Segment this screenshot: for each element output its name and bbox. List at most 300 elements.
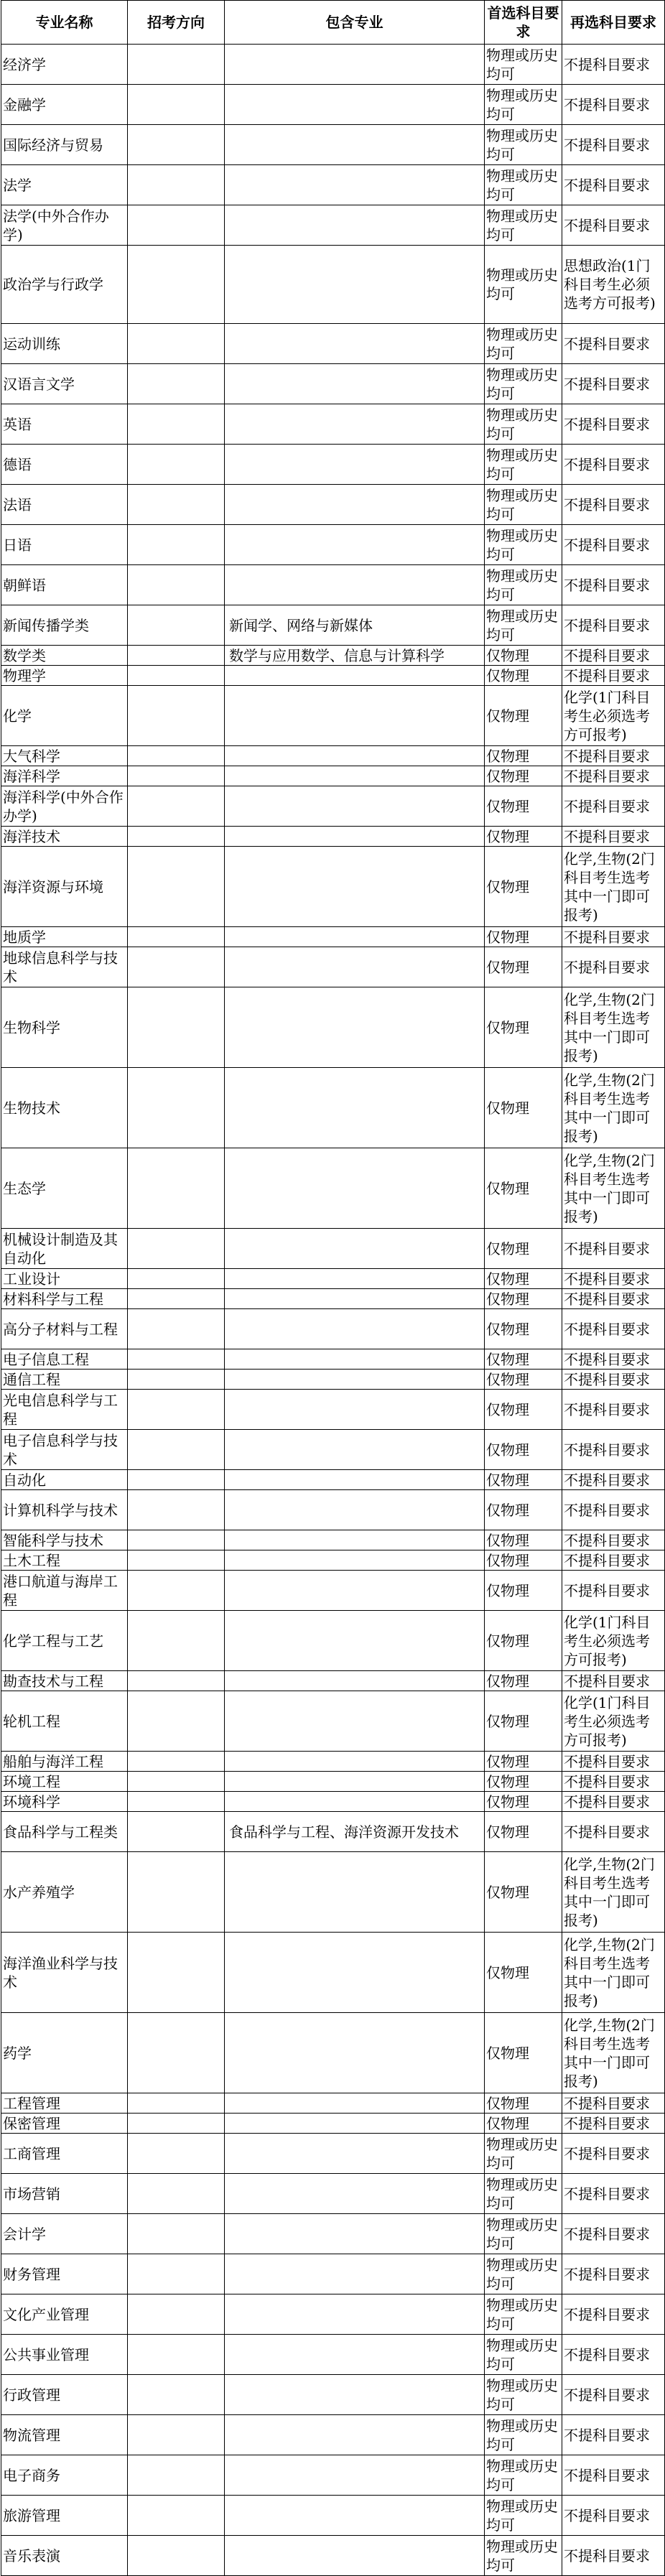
table-row — [1, 2335, 665, 2375]
table-row — [1, 404, 665, 445]
cell-major-name: 生态学 — [1, 1148, 128, 1229]
cell-included-majors — [225, 766, 485, 786]
cell-second-subject: 不提科目要求 — [562, 927, 665, 947]
cell-major-name: 材料科学与工程 — [1, 1289, 128, 1309]
cell-second-subject: 不提科目要求 — [562, 2174, 665, 2214]
table-row — [1, 2254, 665, 2294]
cell-first-subject: 物理或历史均可 — [485, 85, 562, 125]
cell-second-subject: 化学,生物(2门科目考生选考其中一门即可报考) — [562, 2013, 665, 2093]
table-row — [1, 1229, 665, 1269]
cell-direction — [128, 2496, 225, 2536]
cell-direction — [128, 1148, 225, 1229]
table-row — [1, 1752, 665, 1772]
cell-major-name: 物流管理 — [1, 2415, 128, 2455]
cell-major-name: 法学(中外合作办学) — [1, 205, 128, 246]
header-direction: 招考方向 — [128, 1, 225, 45]
cell-direction — [128, 1229, 225, 1269]
cell-major-name: 生物科学 — [1, 987, 128, 1068]
cell-direction — [128, 2254, 225, 2294]
cell-direction — [128, 1349, 225, 1370]
cell-included-majors — [225, 1490, 485, 1530]
table-row — [1, 827, 665, 847]
cell-second-subject: 不提科目要求 — [562, 1309, 665, 1349]
cell-second-subject: 不提科目要求 — [562, 2214, 665, 2254]
table-row — [1, 2455, 665, 2496]
cell-included-majors — [225, 1611, 485, 1671]
cell-first-subject: 仅物理 — [485, 1611, 562, 1671]
cell-included-majors — [225, 2294, 485, 2335]
cell-second-subject: 不提科目要求 — [562, 1490, 665, 1530]
cell-first-subject: 物理或历史均可 — [485, 565, 562, 605]
cell-second-subject: 化学,生物(2门科目考生选考其中一门即可报考) — [562, 1148, 665, 1229]
cell-major-name: 法语 — [1, 485, 128, 525]
cell-second-subject: 不提科目要求 — [562, 2536, 665, 2576]
cell-included-majors — [225, 1068, 485, 1148]
table-row — [1, 2214, 665, 2254]
cell-first-subject: 仅物理 — [485, 1691, 562, 1752]
cell-major-name: 工程管理 — [1, 2093, 128, 2114]
cell-first-subject: 物理或历史均可 — [485, 2254, 562, 2294]
cell-included-majors: 新闻学、网络与新媒体 — [225, 605, 485, 646]
cell-major-name: 运动训练 — [1, 324, 128, 364]
cell-first-subject: 仅物理 — [485, 1309, 562, 1349]
cell-included-majors — [225, 1772, 485, 1792]
cell-included-majors — [225, 1852, 485, 1933]
cell-first-subject: 仅物理 — [485, 1490, 562, 1530]
table-row — [1, 2375, 665, 2415]
table-row — [1, 1571, 665, 1611]
cell-first-subject: 仅物理 — [485, 1068, 562, 1148]
cell-first-subject: 仅物理 — [485, 1470, 562, 1490]
cell-direction — [128, 666, 225, 686]
cell-direction — [128, 485, 225, 525]
cell-second-subject: 化学,生物(2门科目考生选考其中一门即可报考) — [562, 1933, 665, 2013]
cell-direction — [128, 746, 225, 766]
cell-included-majors — [225, 1691, 485, 1752]
table-row — [1, 686, 665, 746]
table-row — [1, 1289, 665, 1309]
cell-major-name: 日语 — [1, 525, 128, 565]
cell-second-subject: 不提科目要求 — [562, 2134, 665, 2174]
cell-included-majors — [225, 666, 485, 686]
cell-included-majors — [225, 1470, 485, 1490]
cell-first-subject: 仅物理 — [485, 1370, 562, 1390]
cell-major-name: 高分子材料与工程 — [1, 1309, 128, 1349]
table-row — [1, 125, 665, 165]
cell-direction — [128, 927, 225, 947]
table-row — [1, 1933, 665, 2013]
cell-direction — [128, 987, 225, 1068]
cell-first-subject: 仅物理 — [485, 2013, 562, 2093]
cell-included-majors — [225, 485, 485, 525]
cell-major-name: 数学类 — [1, 646, 128, 666]
cell-direction — [128, 246, 225, 324]
cell-major-name: 电子信息科学与技术 — [1, 1430, 128, 1470]
table-row — [1, 565, 665, 605]
cell-first-subject: 物理或历史均可 — [485, 125, 562, 165]
cell-first-subject: 物理或历史均可 — [485, 2496, 562, 2536]
cell-major-name: 勘查技术与工程 — [1, 1671, 128, 1691]
cell-first-subject: 物理或历史均可 — [485, 205, 562, 246]
table-row — [1, 2496, 665, 2536]
table-row — [1, 1792, 665, 1812]
table-row — [1, 364, 665, 404]
header-row — [1, 1, 665, 45]
cell-first-subject: 仅物理 — [485, 786, 562, 827]
cell-included-majors — [225, 1289, 485, 1309]
cell-first-subject: 仅物理 — [485, 1852, 562, 1933]
cell-included-majors: 数学与应用数学、信息与计算科学 — [225, 646, 485, 666]
cell-included-majors — [225, 2496, 485, 2536]
cell-major-name: 公共事业管理 — [1, 2335, 128, 2375]
cell-first-subject: 仅物理 — [485, 1289, 562, 1309]
cell-direction — [128, 1933, 225, 2013]
cell-first-subject: 物理或历史均可 — [485, 2415, 562, 2455]
cell-first-subject: 仅物理 — [485, 1792, 562, 1812]
cell-direction — [128, 1289, 225, 1309]
cell-direction — [128, 1852, 225, 1933]
cell-second-subject: 不提科目要求 — [562, 165, 665, 205]
cell-included-majors — [225, 1530, 485, 1550]
cell-major-name: 工业设计 — [1, 1269, 128, 1289]
cell-direction — [128, 1691, 225, 1752]
cell-direction — [128, 85, 225, 125]
cell-included-majors — [225, 2013, 485, 2093]
cell-included-majors — [225, 1349, 485, 1370]
cell-second-subject: 不提科目要求 — [562, 45, 665, 85]
cell-included-majors — [225, 2415, 485, 2455]
cell-second-subject: 不提科目要求 — [562, 2093, 665, 2114]
cell-included-majors — [225, 525, 485, 565]
cell-included-majors — [225, 165, 485, 205]
cell-included-majors — [225, 2536, 485, 2576]
cell-included-majors — [225, 1752, 485, 1772]
cell-first-subject: 仅物理 — [485, 1430, 562, 1470]
table-row — [1, 1430, 665, 1470]
table-row — [1, 445, 665, 485]
cell-second-subject: 不提科目要求 — [562, 1289, 665, 1309]
cell-included-majors — [225, 746, 485, 766]
cell-direction — [128, 2335, 225, 2375]
cell-first-subject: 仅物理 — [485, 766, 562, 786]
cell-major-name: 海洋科学(中外合作办学) — [1, 786, 128, 827]
cell-first-subject: 物理或历史均可 — [485, 364, 562, 404]
cell-direction — [128, 125, 225, 165]
cell-second-subject: 不提科目要求 — [562, 2455, 665, 2496]
cell-direction — [128, 1812, 225, 1852]
cell-first-subject: 仅物理 — [485, 1390, 562, 1430]
cell-included-majors — [225, 1430, 485, 1470]
cell-major-name: 电子商务 — [1, 2455, 128, 2496]
cell-first-subject: 仅物理 — [485, 947, 562, 987]
cell-included-majors — [225, 2174, 485, 2214]
cell-first-subject: 仅物理 — [485, 1349, 562, 1370]
cell-included-majors — [225, 2134, 485, 2174]
cell-second-subject: 不提科目要求 — [562, 205, 665, 246]
cell-major-name: 德语 — [1, 445, 128, 485]
table-row — [1, 45, 665, 85]
cell-major-name: 轮机工程 — [1, 1691, 128, 1752]
cell-major-name: 环境工程 — [1, 1772, 128, 1792]
cell-second-subject: 不提科目要求 — [562, 2335, 665, 2375]
table-row — [1, 2114, 665, 2134]
table-row — [1, 766, 665, 786]
cell-second-subject: 不提科目要求 — [562, 1752, 665, 1772]
cell-major-name: 自动化 — [1, 1470, 128, 1490]
cell-major-name: 国际经济与贸易 — [1, 125, 128, 165]
cell-major-name: 朝鲜语 — [1, 565, 128, 605]
cell-first-subject: 仅物理 — [485, 1671, 562, 1691]
cell-major-name: 药学 — [1, 2013, 128, 2093]
cell-direction — [128, 165, 225, 205]
table-row — [1, 205, 665, 246]
cell-second-subject: 不提科目要求 — [562, 324, 665, 364]
cell-direction — [128, 2093, 225, 2114]
cell-direction — [128, 847, 225, 927]
cell-major-name: 机械设计制造及其自动化 — [1, 1229, 128, 1269]
cell-major-name: 财务管理 — [1, 2254, 128, 2294]
table-row — [1, 987, 665, 1068]
cell-included-majors — [225, 2254, 485, 2294]
cell-second-subject: 不提科目要求 — [562, 2294, 665, 2335]
cell-major-name: 旅游管理 — [1, 2496, 128, 2536]
table-row — [1, 947, 665, 987]
cell-direction — [128, 2114, 225, 2134]
cell-first-subject: 仅物理 — [485, 1269, 562, 1289]
cell-second-subject: 不提科目要求 — [562, 666, 665, 686]
table-row — [1, 646, 665, 666]
cell-direction — [128, 766, 225, 786]
table-row — [1, 525, 665, 565]
header-second-subject: 再选科目要求 — [562, 1, 665, 45]
cell-second-subject: 化学(1门科目考生必须选考方可报考) — [562, 686, 665, 746]
table-row — [1, 85, 665, 125]
cell-major-name: 汉语言文学 — [1, 364, 128, 404]
table-row — [1, 1490, 665, 1530]
cell-major-name: 音乐表演 — [1, 2536, 128, 2576]
cell-direction — [128, 1490, 225, 1530]
cell-second-subject: 不提科目要求 — [562, 786, 665, 827]
table-row — [1, 847, 665, 927]
table-row — [1, 1370, 665, 1390]
cell-included-majors — [225, 1309, 485, 1349]
cell-first-subject: 仅物理 — [485, 1229, 562, 1269]
cell-included-majors — [225, 987, 485, 1068]
table-row — [1, 1530, 665, 1550]
subject-requirements-table — [1, 0, 665, 2576]
cell-direction — [128, 565, 225, 605]
cell-direction — [128, 404, 225, 445]
cell-second-subject: 不提科目要求 — [562, 1792, 665, 1812]
table-row — [1, 1470, 665, 1490]
cell-major-name: 水产养殖学 — [1, 1852, 128, 1933]
cell-direction — [128, 786, 225, 827]
cell-major-name: 通信工程 — [1, 1370, 128, 1390]
cell-second-subject: 不提科目要求 — [562, 1370, 665, 1390]
cell-direction — [128, 1390, 225, 1430]
cell-second-subject: 思想政治(1门科目考生必须选考方可报考) — [562, 246, 665, 324]
cell-major-name: 海洋科学 — [1, 766, 128, 786]
cell-included-majors — [225, 1390, 485, 1430]
cell-second-subject: 不提科目要求 — [562, 525, 665, 565]
cell-second-subject: 不提科目要求 — [562, 2415, 665, 2455]
cell-included-majors — [225, 947, 485, 987]
cell-second-subject: 不提科目要求 — [562, 1349, 665, 1370]
cell-first-subject: 仅物理 — [485, 987, 562, 1068]
cell-first-subject: 仅物理 — [485, 1812, 562, 1852]
cell-included-majors — [225, 1571, 485, 1611]
cell-direction — [128, 364, 225, 404]
cell-second-subject: 不提科目要求 — [562, 1269, 665, 1289]
cell-first-subject: 仅物理 — [485, 646, 562, 666]
cell-first-subject: 物理或历史均可 — [485, 605, 562, 646]
cell-first-subject: 物理或历史均可 — [485, 324, 562, 364]
cell-second-subject: 不提科目要求 — [562, 485, 665, 525]
cell-major-name: 海洋资源与环境 — [1, 847, 128, 927]
cell-direction — [128, 1430, 225, 1470]
cell-major-name: 化学 — [1, 686, 128, 746]
table-row — [1, 1349, 665, 1370]
cell-first-subject: 物理或历史均可 — [485, 2455, 562, 2496]
cell-second-subject: 不提科目要求 — [562, 746, 665, 766]
cell-second-subject: 不提科目要求 — [562, 1772, 665, 1792]
table-row — [1, 1611, 665, 1671]
table-row — [1, 165, 665, 205]
cell-second-subject: 不提科目要求 — [562, 1470, 665, 1490]
cell-included-majors — [225, 85, 485, 125]
cell-second-subject: 不提科目要求 — [562, 2375, 665, 2415]
cell-second-subject: 不提科目要求 — [562, 445, 665, 485]
cell-first-subject: 物理或历史均可 — [485, 246, 562, 324]
cell-first-subject: 仅物理 — [485, 1772, 562, 1792]
cell-included-majors — [225, 2114, 485, 2134]
table-row — [1, 1671, 665, 1691]
cell-second-subject: 化学,生物(2门科目考生选考其中一门即可报考) — [562, 847, 665, 927]
cell-second-subject: 不提科目要求 — [562, 1671, 665, 1691]
cell-second-subject: 不提科目要求 — [562, 1430, 665, 1470]
cell-second-subject: 不提科目要求 — [562, 827, 665, 847]
cell-included-majors — [225, 2375, 485, 2415]
cell-major-name: 地质学 — [1, 927, 128, 947]
table-row — [1, 746, 665, 766]
cell-major-name: 电子信息工程 — [1, 1349, 128, 1370]
cell-direction — [128, 1530, 225, 1550]
cell-included-majors — [225, 1229, 485, 1269]
cell-direction — [128, 525, 225, 565]
cell-second-subject: 不提科目要求 — [562, 125, 665, 165]
cell-direction — [128, 2536, 225, 2576]
cell-major-name: 环境科学 — [1, 1792, 128, 1812]
cell-major-name: 海洋渔业科学与技术 — [1, 1933, 128, 2013]
header-included-majors: 包含专业 — [225, 1, 485, 45]
cell-major-name: 地球信息科学与技术 — [1, 947, 128, 987]
cell-first-subject: 物理或历史均可 — [485, 45, 562, 85]
cell-first-subject: 仅物理 — [485, 1933, 562, 2013]
cell-first-subject: 仅物理 — [485, 686, 562, 746]
cell-included-majors — [225, 125, 485, 165]
cell-first-subject: 物理或历史均可 — [485, 2375, 562, 2415]
cell-second-subject: 不提科目要求 — [562, 2496, 665, 2536]
table-row — [1, 1812, 665, 1852]
table-row — [1, 1148, 665, 1229]
cell-direction — [128, 2455, 225, 2496]
cell-major-name: 市场营销 — [1, 2174, 128, 2214]
cell-included-majors — [225, 927, 485, 947]
cell-direction — [128, 2174, 225, 2214]
cell-included-majors — [225, 1792, 485, 1812]
cell-second-subject: 不提科目要求 — [562, 2114, 665, 2134]
cell-included-majors: 食品科学与工程、海洋资源开发技术 — [225, 1812, 485, 1852]
cell-included-majors — [225, 2335, 485, 2375]
cell-major-name: 土木工程 — [1, 1550, 128, 1571]
cell-included-majors — [225, 364, 485, 404]
cell-major-name: 法学 — [1, 165, 128, 205]
header-major-name: 专业名称 — [1, 1, 128, 45]
cell-second-subject: 化学,生物(2门科目考生选考其中一门即可报考) — [562, 987, 665, 1068]
cell-first-subject: 仅物理 — [485, 2093, 562, 2114]
table-row — [1, 2415, 665, 2455]
cell-major-name: 计算机科学与技术 — [1, 1490, 128, 1530]
cell-second-subject: 化学(1门科目考生必须选考方可报考) — [562, 1691, 665, 1752]
table-row — [1, 1852, 665, 1933]
cell-direction — [128, 1550, 225, 1571]
cell-included-majors — [225, 2214, 485, 2254]
cell-major-name: 文化产业管理 — [1, 2294, 128, 2335]
cell-direction — [128, 324, 225, 364]
cell-major-name: 智能科学与技术 — [1, 1530, 128, 1550]
cell-second-subject: 不提科目要求 — [562, 766, 665, 786]
cell-direction — [128, 947, 225, 987]
cell-major-name: 光电信息科学与工程 — [1, 1390, 128, 1430]
cell-included-majors — [225, 1550, 485, 1571]
cell-included-majors — [225, 686, 485, 746]
cell-first-subject: 仅物理 — [485, 1571, 562, 1611]
cell-second-subject: 不提科目要求 — [562, 646, 665, 666]
table-row — [1, 1068, 665, 1148]
cell-first-subject: 仅物理 — [485, 666, 562, 686]
cell-first-subject: 物理或历史均可 — [485, 525, 562, 565]
cell-first-subject: 仅物理 — [485, 1752, 562, 1772]
table-row — [1, 1772, 665, 1792]
cell-major-name: 政治学与行政学 — [1, 246, 128, 324]
cell-first-subject: 物理或历史均可 — [485, 404, 562, 445]
cell-direction — [128, 2415, 225, 2455]
cell-direction — [128, 646, 225, 666]
table-row — [1, 1269, 665, 1289]
cell-direction — [128, 2294, 225, 2335]
table-row — [1, 2013, 665, 2093]
cell-major-name: 食品科学与工程类 — [1, 1812, 128, 1852]
cell-direction — [128, 686, 225, 746]
cell-direction — [128, 2214, 225, 2254]
cell-second-subject: 不提科目要求 — [562, 364, 665, 404]
table-row — [1, 1309, 665, 1349]
cell-major-name: 港口航道与海岸工程 — [1, 1571, 128, 1611]
cell-direction — [128, 445, 225, 485]
cell-included-majors — [225, 246, 485, 324]
cell-included-majors — [225, 565, 485, 605]
cell-major-name: 化学工程与工艺 — [1, 1611, 128, 1671]
table-row — [1, 2093, 665, 2114]
cell-included-majors — [225, 847, 485, 927]
cell-included-majors — [225, 205, 485, 246]
cell-first-subject: 物理或历史均可 — [485, 2294, 562, 2335]
cell-first-subject: 物理或历史均可 — [485, 2536, 562, 2576]
cell-major-name: 工商管理 — [1, 2134, 128, 2174]
cell-included-majors — [225, 786, 485, 827]
cell-direction — [128, 1571, 225, 1611]
table-header — [1, 1, 665, 45]
